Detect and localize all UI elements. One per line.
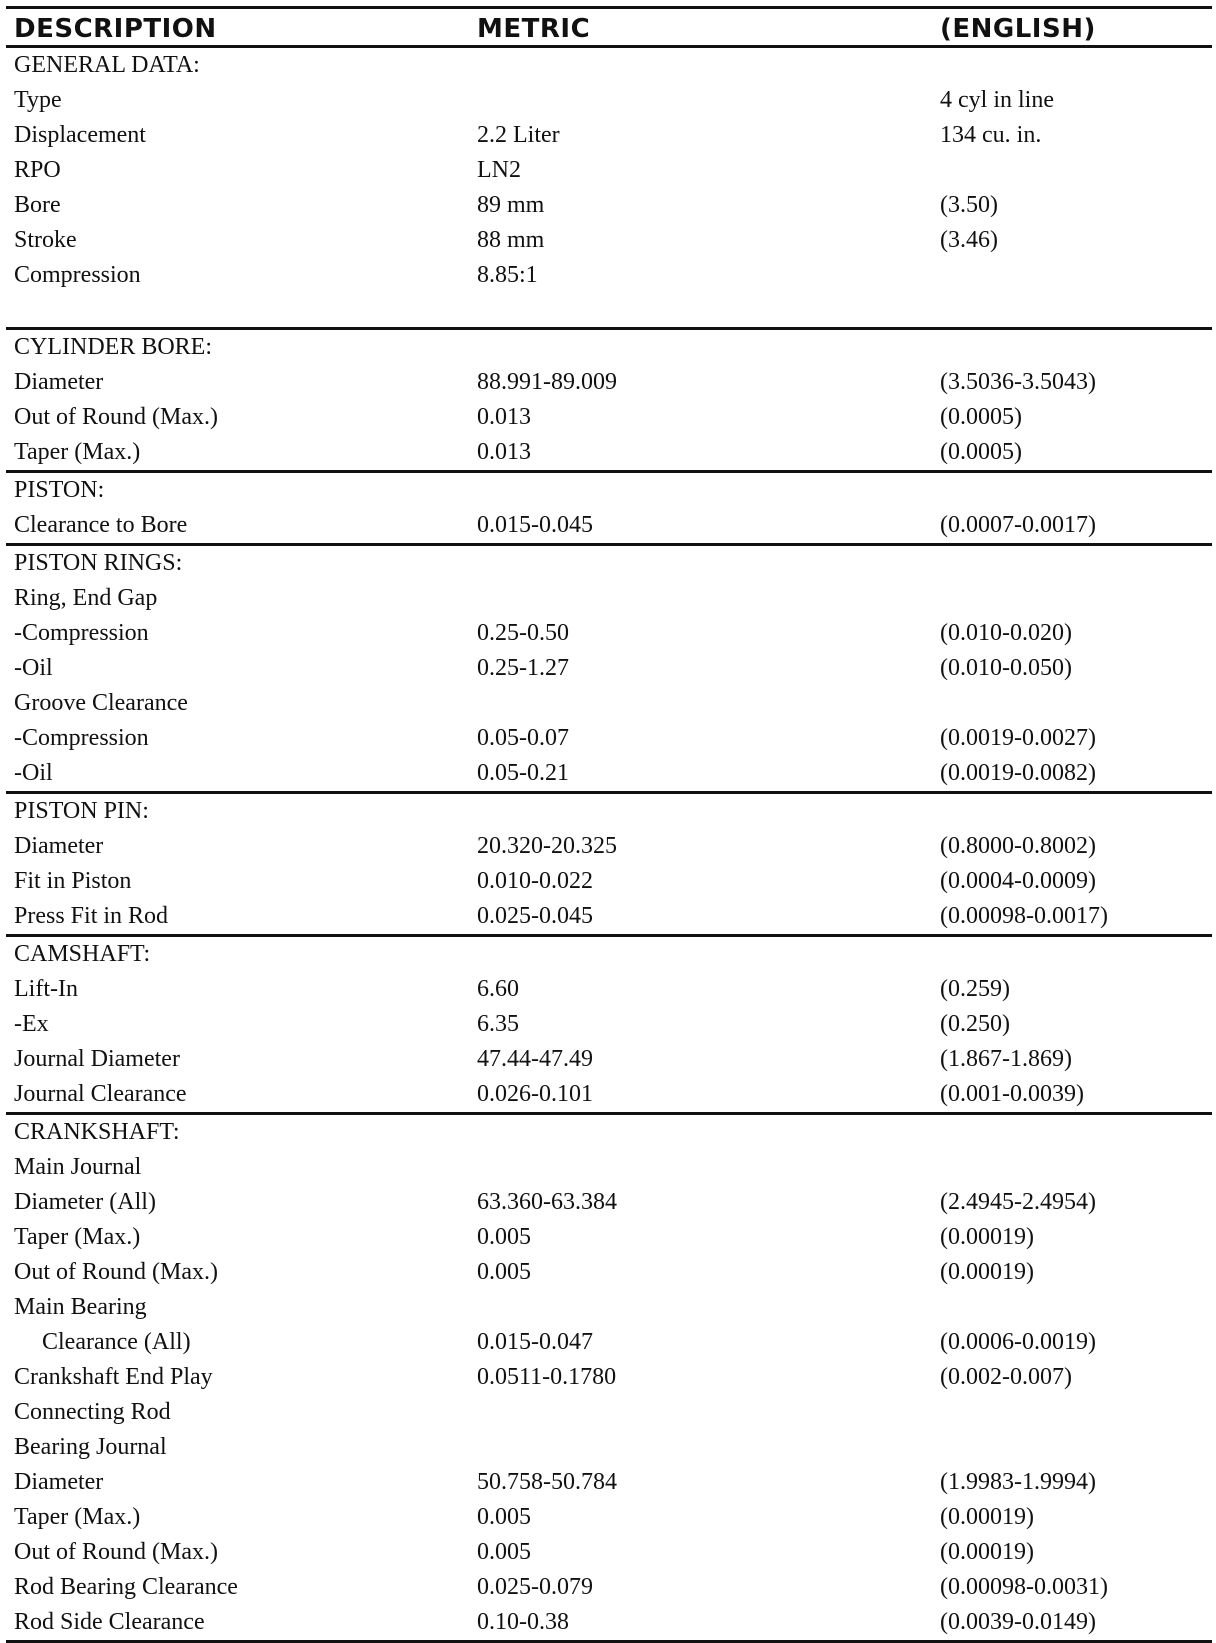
description-cell: Diameter (14, 833, 104, 859)
english-cell: (0.010-0.050) (940, 655, 1072, 681)
section-heading-row (6, 1115, 1212, 1150)
table-row (6, 829, 1212, 864)
spec-section (6, 48, 1212, 330)
table-row (6, 435, 1212, 470)
table-row (6, 118, 1212, 153)
table-row (6, 651, 1212, 686)
table-row (6, 508, 1212, 543)
description-cell: RPO (14, 157, 61, 183)
description-cell: Crankshaft End Play (14, 1364, 213, 1390)
english-cell: (0.0004-0.0009) (940, 868, 1096, 894)
description-cell: Type (14, 87, 62, 113)
metric-cell: 0.10-0.38 (477, 1609, 569, 1635)
table-row (6, 686, 1212, 721)
table-body (6, 48, 1212, 1643)
description-cell: Bore (14, 192, 61, 218)
table-row (6, 1185, 1212, 1220)
spec-section (6, 330, 1212, 473)
english-cell: (3.50) (940, 192, 998, 218)
metric-cell: 0.005 (477, 1504, 531, 1530)
description-cell: CRANKSHAFT: (14, 1119, 180, 1145)
description-cell: GENERAL DATA: (14, 52, 200, 78)
english-cell: (0.00019) (940, 1224, 1034, 1250)
metric-cell: 47.44-47.49 (477, 1046, 593, 1072)
description-cell: Connecting Rod (14, 1399, 171, 1425)
table-row (6, 721, 1212, 756)
description-cell: Ring, End Gap (14, 585, 158, 611)
description-cell: -Ex (14, 1011, 49, 1037)
english-cell: (0.8000-0.8002) (940, 833, 1096, 859)
metric-cell: 88 mm (477, 227, 545, 253)
metric-cell: 0.25-0.50 (477, 620, 569, 646)
english-cell: (2.4945-2.4954) (940, 1189, 1096, 1215)
section-spacer (6, 293, 1212, 327)
table-row (6, 581, 1212, 616)
spec-section (6, 546, 1212, 794)
metric-cell: 0.013 (477, 439, 531, 465)
description-cell: Clearance (All) (42, 1329, 191, 1355)
spec-section (6, 937, 1212, 1115)
table-row (6, 83, 1212, 118)
table-row (6, 1290, 1212, 1325)
metric-cell: 8.85:1 (477, 262, 538, 288)
metric-cell: 20.320-20.325 (477, 833, 617, 859)
metric-cell: 0.005 (477, 1539, 531, 1565)
metric-cell: 0.015-0.045 (477, 512, 593, 538)
description-cell: -Compression (14, 725, 149, 751)
table-row (6, 1325, 1212, 1360)
table-row (6, 188, 1212, 223)
description-cell: Rod Bearing Clearance (14, 1574, 238, 1600)
metric-cell: 0.0511-0.1780 (477, 1364, 617, 1390)
spec-section (6, 1115, 1212, 1643)
english-cell: 4 cyl in line (940, 87, 1054, 113)
description-cell: Clearance to Bore (14, 512, 188, 538)
description-cell: Out of Round (Max.) (14, 1539, 218, 1565)
spec-section (6, 794, 1212, 937)
english-cell: (1.9983-1.9994) (940, 1469, 1096, 1495)
english-cell: (0.010-0.020) (940, 620, 1072, 646)
metric-cell: 0.010-0.022 (477, 868, 593, 894)
metric-cell: 6.35 (477, 1011, 519, 1037)
spec-section (6, 473, 1212, 546)
description-cell: -Oil (14, 655, 53, 681)
description-cell: Taper (Max.) (14, 1504, 141, 1530)
metric-cell: 0.025-0.045 (477, 903, 593, 929)
table-row (6, 223, 1212, 258)
description-cell: Out of Round (Max.) (14, 404, 218, 430)
description-cell: -Compression (14, 620, 149, 646)
description-cell: Taper (Max.) (14, 439, 141, 465)
metric-cell: 63.360-63.384 (477, 1189, 617, 1215)
table-row (6, 1042, 1212, 1077)
section-heading-row (6, 937, 1212, 972)
metric-cell: 0.05-0.21 (477, 760, 569, 786)
description-cell: Journal Clearance (14, 1081, 187, 1107)
metric-cell: 50.758-50.784 (477, 1469, 617, 1495)
description-cell: Press Fit in Rod (14, 903, 169, 929)
english-column-header: (ENGLISH) (940, 14, 1096, 44)
spec-table (6, 6, 1212, 1643)
metric-cell: 0.05-0.07 (477, 725, 569, 751)
description-cell: Compression (14, 262, 141, 288)
table-row (6, 1465, 1212, 1500)
metric-cell: 0.25-1.27 (477, 655, 569, 681)
english-cell: (0.001-0.0039) (940, 1081, 1084, 1107)
table-row (6, 365, 1212, 400)
description-cell: Fit in Piston (14, 868, 132, 894)
english-cell: (0.250) (940, 1011, 1010, 1037)
description-cell: Diameter (14, 1469, 104, 1495)
description-cell: PISTON: (14, 477, 105, 503)
english-cell: 134 cu. in. (940, 122, 1042, 148)
table-row (6, 1007, 1212, 1042)
description-cell: CYLINDER BORE: (14, 334, 212, 360)
metric-cell: 0.005 (477, 1224, 531, 1250)
description-cell: Journal Diameter (14, 1046, 180, 1072)
table-row (6, 153, 1212, 188)
table-row (6, 1220, 1212, 1255)
table-row (6, 1500, 1212, 1535)
metric-cell: 0.005 (477, 1259, 531, 1285)
table-row (6, 899, 1212, 934)
metric-column-header: METRIC (477, 14, 591, 44)
description-cell: PISTON RINGS: (14, 550, 183, 576)
description-cell: Out of Round (Max.) (14, 1259, 218, 1285)
metric-cell: 2.2 Liter (477, 122, 560, 148)
english-cell: (0.259) (940, 976, 1010, 1002)
english-cell: (0.0005) (940, 439, 1022, 465)
description-cell: Bearing Journal (14, 1434, 167, 1460)
english-cell: (0.002-0.007) (940, 1364, 1072, 1390)
table-row (6, 616, 1212, 651)
english-cell: (0.00019) (940, 1259, 1034, 1285)
english-cell: (0.0019-0.0082) (940, 760, 1096, 786)
english-cell: (0.00098-0.0017) (940, 903, 1108, 929)
description-cell: Stroke (14, 227, 77, 253)
description-cell: Main Journal (14, 1154, 142, 1180)
table-row (6, 1255, 1212, 1290)
description-cell: Displacement (14, 122, 146, 148)
table-row (6, 864, 1212, 899)
table-row (6, 756, 1212, 791)
table-row (6, 1430, 1212, 1465)
table-row (6, 1605, 1212, 1640)
metric-cell: 0.015-0.047 (477, 1329, 593, 1355)
metric-cell: 0.025-0.079 (477, 1574, 593, 1600)
metric-cell: 0.026-0.101 (477, 1081, 593, 1107)
table-row (6, 1360, 1212, 1395)
section-heading-row (6, 48, 1212, 83)
english-cell: (0.0039-0.0149) (940, 1609, 1096, 1635)
description-cell: Diameter (14, 369, 104, 395)
table-row (6, 1077, 1212, 1112)
table-row (6, 1535, 1212, 1570)
section-heading-row (6, 794, 1212, 829)
metric-cell: LN2 (477, 157, 521, 183)
description-cell: Main Bearing (14, 1294, 147, 1320)
english-cell: (3.5036-3.5043) (940, 369, 1096, 395)
table-row (6, 400, 1212, 435)
english-cell: (0.00019) (940, 1539, 1034, 1565)
description-cell: Rod Side Clearance (14, 1609, 205, 1635)
english-cell: (1.867-1.869) (940, 1046, 1072, 1072)
section-heading-row (6, 473, 1212, 508)
metric-cell: 6.60 (477, 976, 519, 1002)
metric-cell: 0.013 (477, 404, 531, 430)
table-header (6, 6, 1212, 48)
english-cell: (0.0007-0.0017) (940, 512, 1096, 538)
description-cell: -Oil (14, 760, 53, 786)
english-cell: (0.00019) (940, 1504, 1034, 1530)
description-cell: Groove Clearance (14, 690, 188, 716)
metric-cell: 88.991-89.009 (477, 369, 617, 395)
description-cell: CAMSHAFT: (14, 941, 151, 967)
description-cell: Lift-In (14, 976, 78, 1002)
table-row (6, 1395, 1212, 1430)
english-cell: (0.0005) (940, 404, 1022, 430)
table-row (6, 258, 1212, 293)
table-row (6, 1570, 1212, 1605)
section-heading-row (6, 546, 1212, 581)
english-cell: (0.00098-0.0031) (940, 1574, 1108, 1600)
metric-cell: 89 mm (477, 192, 545, 218)
section-heading-row (6, 330, 1212, 365)
table-row (6, 1150, 1212, 1185)
table-row (6, 972, 1212, 1007)
description-cell: Diameter (All) (14, 1189, 156, 1215)
description-cell: PISTON PIN: (14, 798, 149, 824)
english-cell: (3.46) (940, 227, 998, 253)
english-cell: (0.0006-0.0019) (940, 1329, 1096, 1355)
description-cell: Taper (Max.) (14, 1224, 141, 1250)
description-column-header: DESCRIPTION (14, 14, 217, 44)
english-cell: (0.0019-0.0027) (940, 725, 1096, 751)
